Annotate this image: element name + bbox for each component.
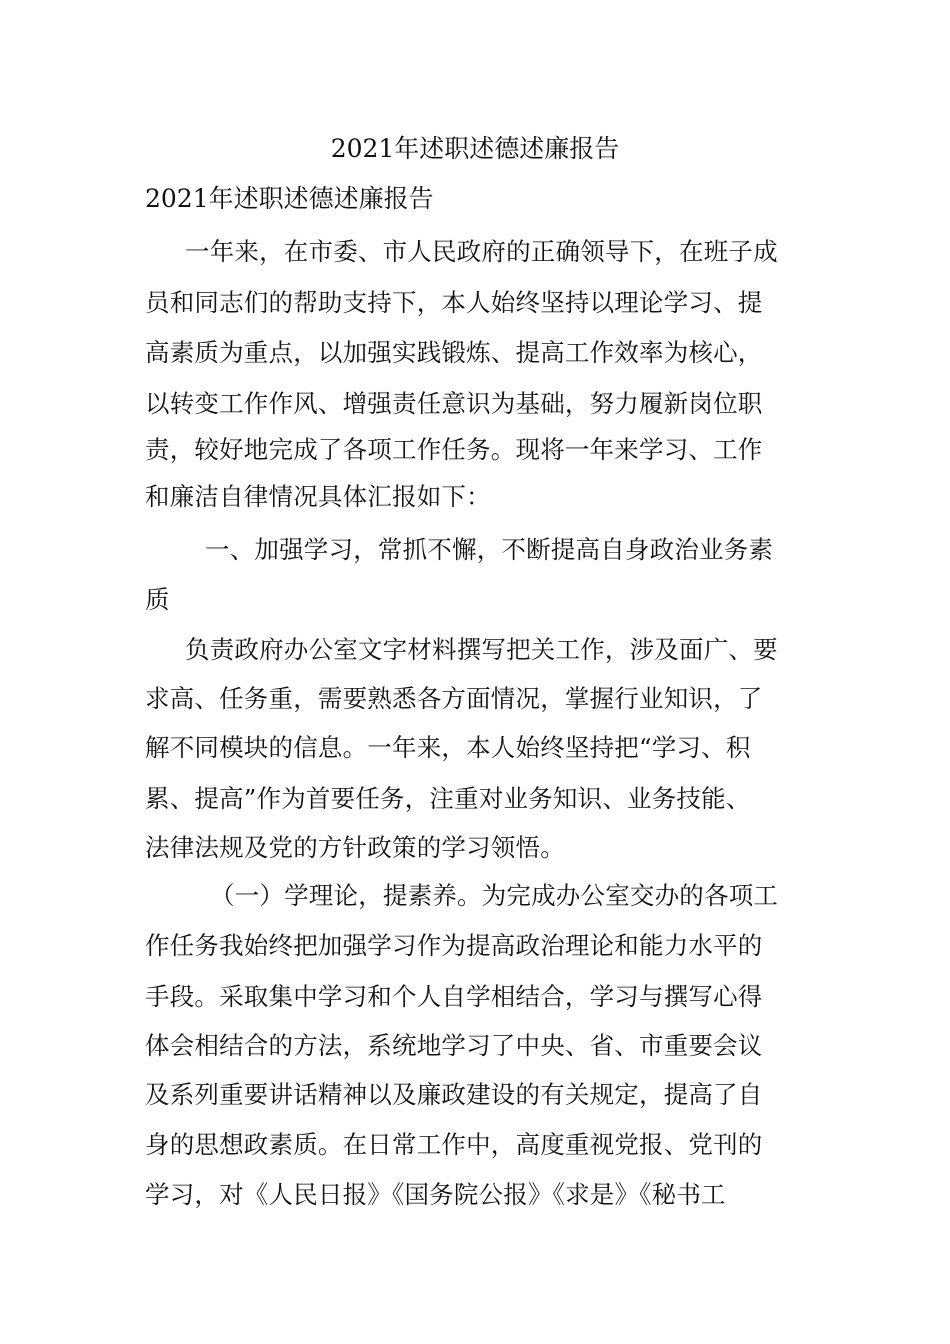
document-title: 2021年述职述德述廉报告: [330, 134, 620, 163]
section-heading-1-cont: 质: [145, 585, 170, 614]
body-line-10: 累、提高”作为首要任务，注重对业务知识、业务技能、: [145, 784, 751, 813]
body-line-3: 高素质为重点，以加强实践锻炼、提高工作效率为核心，: [145, 338, 763, 367]
body-line-17: 学习，对《人民日报》《国务院公报》《求是》《秘书工: [145, 1180, 726, 1209]
body-line-15: 及系列重要讲话精神以及廉政建设的有关规定，提高了自: [145, 1080, 763, 1109]
document-subtitle: 2021年述职述德述廉报告: [145, 184, 434, 213]
body-line-16: 身的思想政素质。在日常工作中，高度重视党报、党刊的: [145, 1130, 763, 1159]
body-line-1: 一年来，在市委、市人民政府的正确领导下，在班子成: [185, 237, 778, 266]
body-line-12: 作任务我始终把加强学习作为提高政治理论和能力水平的: [145, 931, 763, 960]
body-line-13: 手段。采取集中学习和个人自学相结合，学习与撰写心得: [145, 982, 763, 1011]
body-line-4: 以转变工作作风、增强责任意识为基础，努力履新岗位职: [145, 389, 763, 418]
body-line-9: 解不同模块的信息。一年来，本人始终坚持把“学习、积: [145, 733, 751, 762]
body-line-8: 求高、任务重，需要熟悉各方面情况，掌握行业知识，了: [145, 684, 763, 713]
body-line-2: 员和同志们的帮助支持下，本人始终坚持以理论学习、提: [145, 288, 763, 317]
body-line-11: 法律法规及党的方针政策的学习领悟。: [145, 833, 565, 862]
section-heading-1: 一、加强学习，常抓不懈，不断提高自身政治业务素: [205, 535, 774, 564]
body-line-7: 负责政府办公室文字材料撰写把关工作，涉及面广、要: [185, 635, 778, 664]
body-line-14: 体会相结合的方法，系统地学习了中央、省、市重要会议: [145, 1031, 763, 1060]
body-line-5: 责，较好地完成了各项工作任务。现将一年来学习、工作: [145, 435, 763, 464]
body-line-6: 和廉洁自律情况具体汇报如下：: [145, 482, 491, 511]
subsection-heading-1: （一）学理论，提素养。为完成办公室交办的各项工: [210, 881, 779, 910]
